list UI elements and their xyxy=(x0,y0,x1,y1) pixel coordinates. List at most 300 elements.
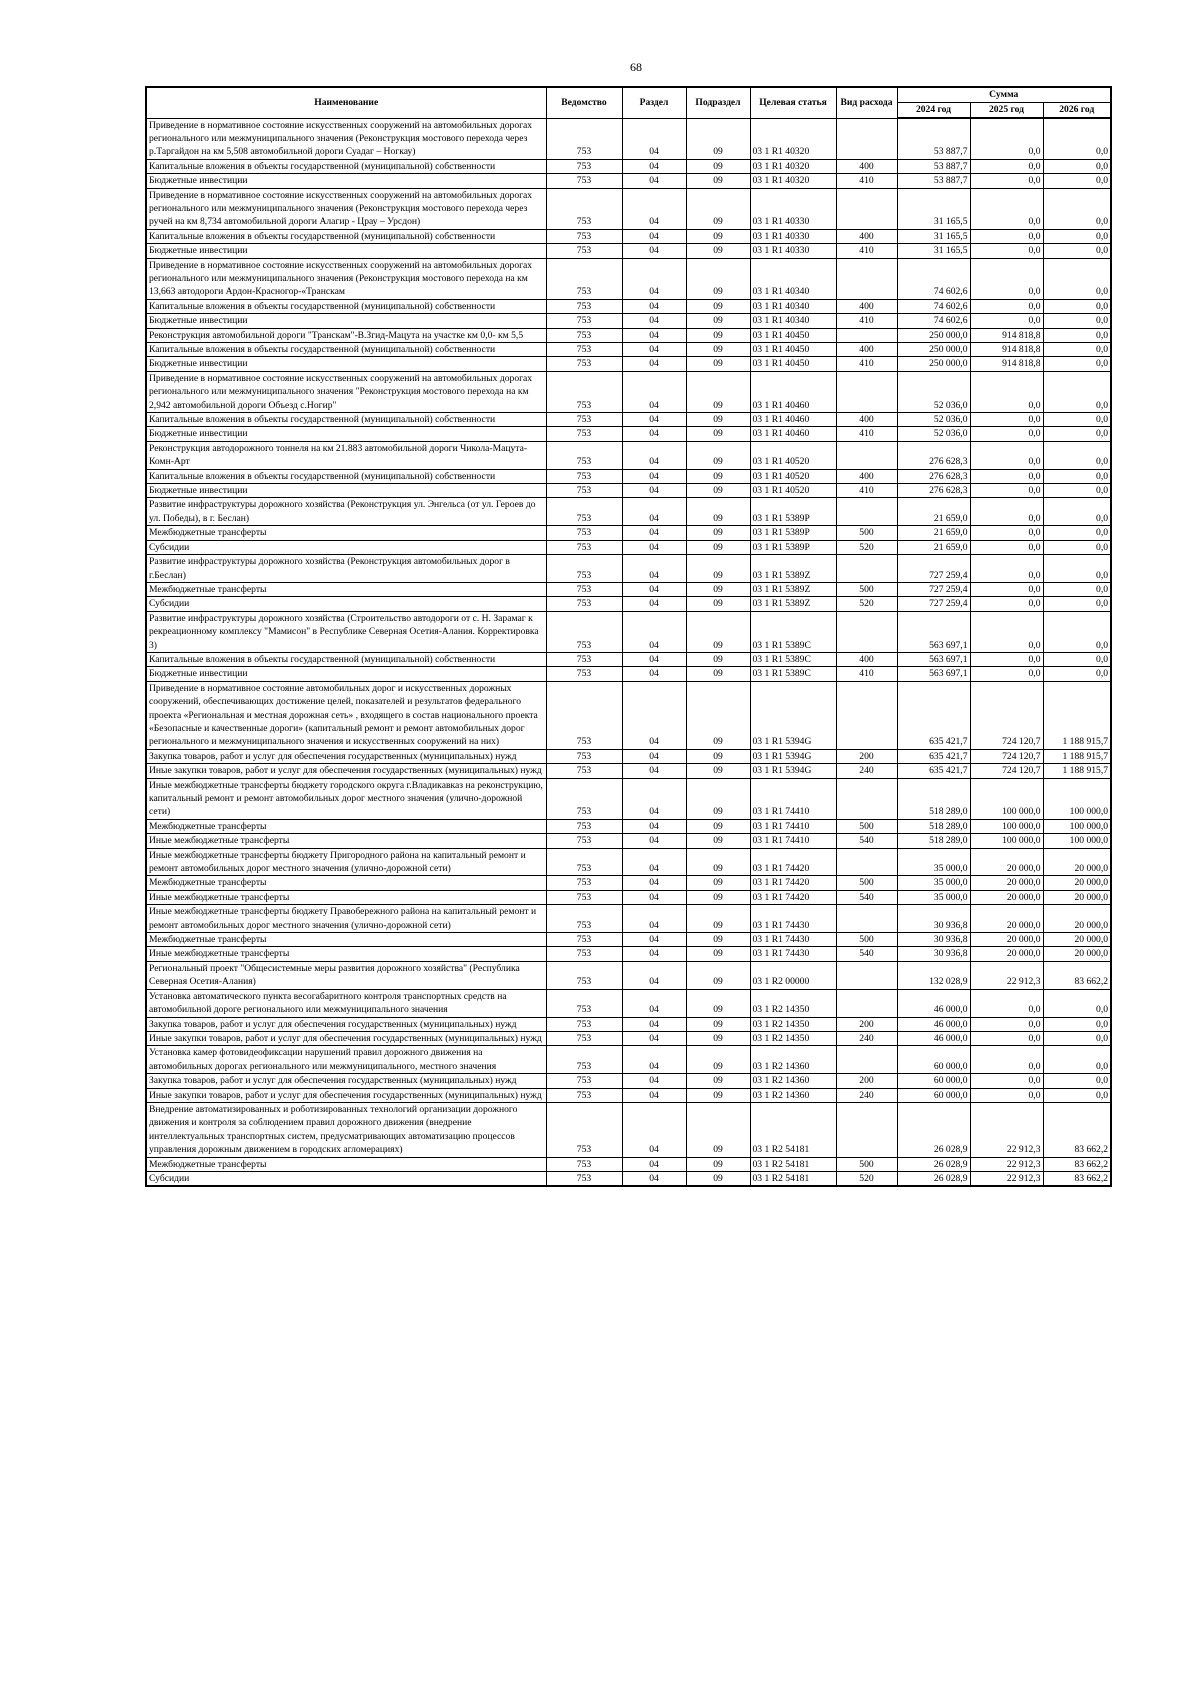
cell-sum-2026: 0,0 xyxy=(1043,244,1111,258)
cell-razdel: 04 xyxy=(622,1031,686,1045)
cell-sum-2026: 83 662,2 xyxy=(1043,1102,1111,1157)
cell-sum-2026: 20 000,0 xyxy=(1043,890,1111,904)
cell-podrazdel: 09 xyxy=(686,1046,750,1074)
cell-razdel: 04 xyxy=(622,1074,686,1088)
cell-celevaya-statya: 03 1 R1 40320 xyxy=(750,159,836,173)
cell-podrazdel: 09 xyxy=(686,343,750,357)
cell-sum-2026: 0,0 xyxy=(1043,118,1111,159)
cell-vedomstvo: 753 xyxy=(546,1088,622,1102)
cell-sum-2026: 0,0 xyxy=(1043,258,1111,299)
cell-name: Бюджетные инвестиции xyxy=(146,244,546,258)
cell-razdel: 04 xyxy=(622,174,686,188)
cell-sum-2024: 60 000,0 xyxy=(897,1046,970,1074)
cell-sum-2024: 46 000,0 xyxy=(897,989,970,1017)
table-row xyxy=(146,597,1111,611)
cell-vid-raskhoda: 400 xyxy=(836,299,897,313)
cell-sum-2025: 22 912,3 xyxy=(970,1171,1043,1186)
cell-podrazdel: 09 xyxy=(686,555,750,583)
cell-sum-2024: 563 697,1 xyxy=(897,652,970,666)
cell-name: Бюджетные инвестиции xyxy=(146,667,546,681)
cell-razdel: 04 xyxy=(622,118,686,159)
cell-razdel: 04 xyxy=(622,413,686,427)
table-row xyxy=(146,427,1111,441)
cell-sum-2024: 46 000,0 xyxy=(897,1031,970,1045)
cell-sum-2025: 914 818,8 xyxy=(970,328,1043,342)
cell-vedomstvo: 753 xyxy=(546,469,622,483)
cell-vedomstvo: 753 xyxy=(546,947,622,961)
table-row xyxy=(146,652,1111,666)
cell-name: Бюджетные инвестиции xyxy=(146,174,546,188)
cell-podrazdel: 09 xyxy=(686,258,750,299)
table-row xyxy=(146,118,1111,159)
cell-sum-2025: 0,0 xyxy=(970,441,1043,469)
table-row xyxy=(146,469,1111,483)
cell-name: Развитие инфраструктуры дорожного хозяйства (Строительство автодороги от с. Н. Зарамаг к рекреационному комплексу "Мамисон" в Республике Северная Осетия-Алания. Корректировка 3) xyxy=(146,611,546,652)
cell-vedomstvo: 753 xyxy=(546,989,622,1017)
cell-sum-2025: 20 000,0 xyxy=(970,848,1043,876)
table-row xyxy=(146,1157,1111,1171)
cell-vedomstvo: 753 xyxy=(546,174,622,188)
cell-sum-2026: 0,0 xyxy=(1043,540,1111,554)
cell-podrazdel: 09 xyxy=(686,159,750,173)
cell-podrazdel: 09 xyxy=(686,413,750,427)
cell-vedomstvo: 753 xyxy=(546,328,622,342)
cell-sum-2024: 727 259,4 xyxy=(897,555,970,583)
cell-sum-2024: 276 628,3 xyxy=(897,469,970,483)
cell-vid-raskhoda xyxy=(836,441,897,469)
cell-razdel: 04 xyxy=(622,597,686,611)
cell-vid-raskhoda: 400 xyxy=(836,469,897,483)
cell-razdel: 04 xyxy=(622,357,686,371)
table-row xyxy=(146,764,1111,778)
cell-sum-2026: 0,0 xyxy=(1043,188,1111,229)
cell-sum-2025: 20 000,0 xyxy=(970,905,1043,933)
cell-razdel: 04 xyxy=(622,582,686,596)
cell-sum-2024: 52 036,0 xyxy=(897,371,970,412)
cell-sum-2026: 100 000,0 xyxy=(1043,834,1111,848)
cell-vedomstvo: 753 xyxy=(546,413,622,427)
table-row xyxy=(146,188,1111,229)
cell-podrazdel: 09 xyxy=(686,314,750,328)
cell-sum-2024: 74 602,6 xyxy=(897,314,970,328)
cell-celevaya-statya: 03 1 R1 74420 xyxy=(750,890,836,904)
cell-sum-2025: 22 912,3 xyxy=(970,1157,1043,1171)
cell-celevaya-statya: 03 1 R1 40330 xyxy=(750,188,836,229)
cell-sum-2026: 0,0 xyxy=(1043,597,1111,611)
cell-vedomstvo: 753 xyxy=(546,652,622,666)
cell-name: Иные закупки товаров, работ и услуг для обеспечения государственных (муниципальных) нужд xyxy=(146,764,546,778)
cell-podrazdel: 09 xyxy=(686,1088,750,1102)
cell-razdel: 04 xyxy=(622,188,686,229)
cell-celevaya-statya: 03 1 R2 14350 xyxy=(750,1017,836,1031)
cell-vid-raskhoda: 400 xyxy=(836,159,897,173)
cell-sum-2024: 74 602,6 xyxy=(897,299,970,313)
cell-name: Иные межбюджетные трансферты бюджету Правобережного района на капитальный ремонт и ремонт автомобильных дорог местного значения (улично-дорожной сети) xyxy=(146,905,546,933)
cell-razdel: 04 xyxy=(622,159,686,173)
cell-razdel: 04 xyxy=(622,427,686,441)
cell-celevaya-statya: 03 1 R2 14360 xyxy=(750,1088,836,1102)
cell-name: Иные межбюджетные трансферты бюджету Пригородного района на капитальный ремонт и ремонт автомобильных дорог местного значения (улично-дорожной сети) xyxy=(146,848,546,876)
cell-name: Межбюджетные трансферты xyxy=(146,526,546,540)
cell-razdel: 04 xyxy=(622,540,686,554)
table-row xyxy=(146,441,1111,469)
cell-sum-2026: 83 662,2 xyxy=(1043,1171,1111,1186)
cell-sum-2026: 1 188 915,7 xyxy=(1043,764,1111,778)
cell-sum-2024: 635 421,7 xyxy=(897,749,970,763)
table-row xyxy=(146,834,1111,848)
table-row xyxy=(146,749,1111,763)
cell-podrazdel: 09 xyxy=(686,749,750,763)
cell-name: Бюджетные инвестиции xyxy=(146,484,546,498)
cell-vedomstvo: 753 xyxy=(546,1017,622,1031)
cell-sum-2025: 100 000,0 xyxy=(970,778,1043,819)
table-row xyxy=(146,258,1111,299)
cell-sum-2024: 518 289,0 xyxy=(897,778,970,819)
cell-vid-raskhoda xyxy=(836,905,897,933)
table-row xyxy=(146,244,1111,258)
cell-sum-2025: 0,0 xyxy=(970,484,1043,498)
cell-sum-2024: 26 028,9 xyxy=(897,1102,970,1157)
cell-podrazdel: 09 xyxy=(686,933,750,947)
cell-vid-raskhoda: 500 xyxy=(836,582,897,596)
cell-name: Приведение в нормативное состояние искусственных сооружений на автомобильных дорогах регионального или межмуниципального значения (Реконструкция мостового перехода через р.Таргайдон на км 5,508 автомобильной дороги Суадаг – Ногкау) xyxy=(146,118,546,159)
header-name: Наименование xyxy=(146,87,546,118)
cell-razdel: 04 xyxy=(622,652,686,666)
cell-celevaya-statya: 03 1 R1 40340 xyxy=(750,299,836,313)
cell-sum-2026: 0,0 xyxy=(1043,1031,1111,1045)
cell-sum-2026: 83 662,2 xyxy=(1043,1157,1111,1171)
table-row xyxy=(146,1088,1111,1102)
cell-celevaya-statya: 03 1 R1 5389C xyxy=(750,667,836,681)
cell-vid-raskhoda: 410 xyxy=(836,484,897,498)
table-row xyxy=(146,1046,1111,1074)
cell-name: Иные межбюджетные трансферты xyxy=(146,834,546,848)
cell-vid-raskhoda: 520 xyxy=(836,1171,897,1186)
cell-sum-2025: 20 000,0 xyxy=(970,876,1043,890)
cell-razdel: 04 xyxy=(622,1102,686,1157)
cell-vid-raskhoda: 240 xyxy=(836,1088,897,1102)
cell-celevaya-statya: 03 1 R1 40460 xyxy=(750,413,836,427)
cell-sum-2024: 53 887,7 xyxy=(897,118,970,159)
cell-sum-2025: 724 120,7 xyxy=(970,749,1043,763)
cell-razdel: 04 xyxy=(622,555,686,583)
cell-vid-raskhoda: 200 xyxy=(836,1074,897,1088)
cell-podrazdel: 09 xyxy=(686,427,750,441)
cell-sum-2025: 914 818,8 xyxy=(970,343,1043,357)
cell-podrazdel: 09 xyxy=(686,989,750,1017)
cell-celevaya-statya: 03 1 R1 40450 xyxy=(750,357,836,371)
header-year-2024: 2024 год xyxy=(897,103,970,119)
header-podrazdel: Подраздел xyxy=(686,87,750,118)
cell-podrazdel: 09 xyxy=(686,1157,750,1171)
cell-sum-2025: 20 000,0 xyxy=(970,890,1043,904)
cell-name: Приведение в нормативное состояние искусственных сооружений на автомобильных дорогах регионального или межмуниципального значения (Реконструкция мостового перехода через ручей на км 8,734 автомобильной дороги Алагир - Црау – Урсдон) xyxy=(146,188,546,229)
cell-vid-raskhoda: 540 xyxy=(836,834,897,848)
cell-vid-raskhoda: 410 xyxy=(836,244,897,258)
cell-celevaya-statya: 03 1 R1 40320 xyxy=(750,174,836,188)
cell-podrazdel: 09 xyxy=(686,244,750,258)
cell-vid-raskhoda: 400 xyxy=(836,413,897,427)
table-row xyxy=(146,1031,1111,1045)
cell-vedomstvo: 753 xyxy=(546,188,622,229)
cell-sum-2024: 518 289,0 xyxy=(897,819,970,833)
cell-sum-2025: 724 120,7 xyxy=(970,764,1043,778)
table-row xyxy=(146,876,1111,890)
cell-podrazdel: 09 xyxy=(686,681,750,749)
table-row xyxy=(146,611,1111,652)
table-row xyxy=(146,229,1111,243)
cell-vedomstvo: 753 xyxy=(546,1171,622,1186)
cell-vid-raskhoda xyxy=(836,258,897,299)
cell-sum-2026: 100 000,0 xyxy=(1043,778,1111,819)
cell-vid-raskhoda xyxy=(836,778,897,819)
cell-celevaya-statya: 03 1 R2 54181 xyxy=(750,1102,836,1157)
cell-name: Закупка товаров, работ и услуг для обеспечения государственных (муниципальных) нужд xyxy=(146,1074,546,1088)
cell-sum-2025: 0,0 xyxy=(970,526,1043,540)
cell-podrazdel: 09 xyxy=(686,652,750,666)
table-header xyxy=(146,87,1111,118)
cell-vedomstvo: 753 xyxy=(546,441,622,469)
cell-name: Межбюджетные трансферты xyxy=(146,933,546,947)
table-row xyxy=(146,933,1111,947)
cell-sum-2025: 914 818,8 xyxy=(970,357,1043,371)
cell-podrazdel: 09 xyxy=(686,118,750,159)
cell-name: Иные межбюджетные трансферты бюджету городского округа г.Владикавказ на реконструкцию, капитальный ремонт и ремонт автомобильных дорог местного значения (улично-дорожной сети) xyxy=(146,778,546,819)
cell-celevaya-statya: 03 1 R2 14350 xyxy=(750,989,836,1017)
cell-sum-2026: 0,0 xyxy=(1043,343,1111,357)
cell-sum-2025: 100 000,0 xyxy=(970,819,1043,833)
cell-razdel: 04 xyxy=(622,244,686,258)
cell-sum-2026: 0,0 xyxy=(1043,328,1111,342)
cell-sum-2024: 46 000,0 xyxy=(897,1017,970,1031)
cell-sum-2025: 0,0 xyxy=(970,174,1043,188)
cell-sum-2026: 0,0 xyxy=(1043,526,1111,540)
cell-sum-2025: 0,0 xyxy=(970,314,1043,328)
cell-name: Субсидии xyxy=(146,540,546,554)
cell-sum-2024: 518 289,0 xyxy=(897,834,970,848)
cell-vedomstvo: 753 xyxy=(546,371,622,412)
table-row xyxy=(146,819,1111,833)
cell-podrazdel: 09 xyxy=(686,498,750,526)
cell-sum-2024: 26 028,9 xyxy=(897,1171,970,1186)
table-row xyxy=(146,947,1111,961)
cell-vedomstvo: 753 xyxy=(546,555,622,583)
cell-vid-raskhoda: 500 xyxy=(836,876,897,890)
cell-vid-raskhoda: 240 xyxy=(836,764,897,778)
header-summa: Сумма xyxy=(897,87,1111,103)
cell-name: Развитие инфраструктуры дорожного хозяйства (Реконструкция ул. Энгельса (от ул. Героев до ул. Победы), в г. Беслан) xyxy=(146,498,546,526)
header-celevaya-statya: Целевая статья xyxy=(750,87,836,118)
cell-sum-2025: 0,0 xyxy=(970,582,1043,596)
cell-sum-2025: 0,0 xyxy=(970,1017,1043,1031)
cell-name: Межбюджетные трансферты xyxy=(146,582,546,596)
cell-vid-raskhoda: 410 xyxy=(836,357,897,371)
cell-sum-2024: 30 936,8 xyxy=(897,947,970,961)
table-row xyxy=(146,582,1111,596)
table-row xyxy=(146,371,1111,412)
cell-sum-2025: 0,0 xyxy=(970,299,1043,313)
cell-name: Внедрение автоматизированных и роботизированных технологий организации дорожного движения и контроля за соблюдением правил дорожного движения (внедрение интеллектуальных транспортных систем, предусматривающих автоматизацию процессов управления дорожным движением в городских агломерациях) xyxy=(146,1102,546,1157)
cell-sum-2025: 0,0 xyxy=(970,540,1043,554)
cell-razdel: 04 xyxy=(622,933,686,947)
cell-razdel: 04 xyxy=(622,498,686,526)
cell-sum-2024: 563 697,1 xyxy=(897,667,970,681)
cell-sum-2026: 1 188 915,7 xyxy=(1043,749,1111,763)
cell-sum-2024: 60 000,0 xyxy=(897,1088,970,1102)
cell-vedomstvo: 753 xyxy=(546,118,622,159)
cell-celevaya-statya: 03 1 R1 40450 xyxy=(750,343,836,357)
table-row xyxy=(146,681,1111,749)
cell-vid-raskhoda: 500 xyxy=(836,933,897,947)
cell-sum-2025: 100 000,0 xyxy=(970,834,1043,848)
cell-sum-2025: 0,0 xyxy=(970,258,1043,299)
cell-name: Субсидии xyxy=(146,1171,546,1186)
cell-vedomstvo: 753 xyxy=(546,1074,622,1088)
cell-razdel: 04 xyxy=(622,258,686,299)
cell-celevaya-statya: 03 1 R2 14360 xyxy=(750,1074,836,1088)
cell-podrazdel: 09 xyxy=(686,778,750,819)
cell-sum-2024: 52 036,0 xyxy=(897,427,970,441)
cell-sum-2026: 0,0 xyxy=(1043,159,1111,173)
cell-podrazdel: 09 xyxy=(686,328,750,342)
cell-sum-2026: 0,0 xyxy=(1043,484,1111,498)
cell-name: Реконструкция автодорожного тоннеля на км 21.883 автомобильной дороги Чикола-Мацута-Комн-Арт xyxy=(146,441,546,469)
cell-sum-2024: 53 887,7 xyxy=(897,159,970,173)
cell-podrazdel: 09 xyxy=(686,905,750,933)
cell-vid-raskhoda xyxy=(836,989,897,1017)
cell-podrazdel: 09 xyxy=(686,876,750,890)
cell-vedomstvo: 753 xyxy=(546,681,622,749)
table-row xyxy=(146,299,1111,313)
cell-name: Региональный проект "Общесистемные меры развития дорожного хозяйства" (Республика Северная Осетия-Алания) xyxy=(146,961,546,989)
cell-name: Капитальные вложения в объекты государственной (муниципальной) собственности xyxy=(146,652,546,666)
table-row xyxy=(146,159,1111,173)
cell-name: Межбюджетные трансферты xyxy=(146,1157,546,1171)
cell-razdel: 04 xyxy=(622,890,686,904)
cell-sum-2025: 0,0 xyxy=(970,427,1043,441)
cell-name: Бюджетные инвестиции xyxy=(146,357,546,371)
cell-sum-2024: 635 421,7 xyxy=(897,764,970,778)
cell-vedomstvo: 753 xyxy=(546,540,622,554)
cell-sum-2024: 30 936,8 xyxy=(897,905,970,933)
cell-razdel: 04 xyxy=(622,299,686,313)
cell-sum-2024: 727 259,4 xyxy=(897,582,970,596)
header-vedomstvo: Ведомство xyxy=(546,87,622,118)
cell-podrazdel: 09 xyxy=(686,582,750,596)
cell-name: Капитальные вложения в объекты государственной (муниципальной) собственности xyxy=(146,343,546,357)
cell-celevaya-statya: 03 1 R2 54181 xyxy=(750,1171,836,1186)
cell-name: Установка автоматического пункта весогабаритного контроля транспортных средств на автомобильной дороге регионального или межмуниципального значения xyxy=(146,989,546,1017)
cell-podrazdel: 09 xyxy=(686,667,750,681)
cell-name: Межбюджетные трансферты xyxy=(146,819,546,833)
cell-name: Закупка товаров, работ и услуг для обеспечения государственных (муниципальных) нужд xyxy=(146,749,546,763)
cell-sum-2025: 0,0 xyxy=(970,244,1043,258)
cell-vedomstvo: 753 xyxy=(546,890,622,904)
cell-podrazdel: 09 xyxy=(686,371,750,412)
cell-vid-raskhoda xyxy=(836,498,897,526)
cell-vedomstvo: 753 xyxy=(546,834,622,848)
cell-sum-2024: 35 000,0 xyxy=(897,876,970,890)
cell-celevaya-statya: 03 1 R1 40330 xyxy=(750,229,836,243)
cell-sum-2024: 21 659,0 xyxy=(897,540,970,554)
cell-sum-2026: 20 000,0 xyxy=(1043,905,1111,933)
cell-podrazdel: 09 xyxy=(686,947,750,961)
cell-vid-raskhoda: 240 xyxy=(836,1031,897,1045)
cell-razdel: 04 xyxy=(622,1157,686,1171)
cell-sum-2026: 20 000,0 xyxy=(1043,876,1111,890)
cell-sum-2026: 0,0 xyxy=(1043,299,1111,313)
cell-sum-2025: 22 912,3 xyxy=(970,1102,1043,1157)
cell-sum-2025: 0,0 xyxy=(970,555,1043,583)
table-row xyxy=(146,314,1111,328)
cell-celevaya-statya: 03 1 R1 40520 xyxy=(750,484,836,498)
cell-vid-raskhoda: 400 xyxy=(836,229,897,243)
cell-sum-2025: 0,0 xyxy=(970,1088,1043,1102)
cell-vedomstvo: 753 xyxy=(546,1157,622,1171)
cell-sum-2025: 724 120,7 xyxy=(970,681,1043,749)
cell-podrazdel: 09 xyxy=(686,1017,750,1031)
cell-sum-2026: 0,0 xyxy=(1043,314,1111,328)
cell-razdel: 04 xyxy=(622,611,686,652)
cell-sum-2024: 35 000,0 xyxy=(897,848,970,876)
cell-name: Капитальные вложения в объекты государственной (муниципальной) собственности xyxy=(146,159,546,173)
cell-name: Иные межбюджетные трансферты xyxy=(146,890,546,904)
cell-name: Бюджетные инвестиции xyxy=(146,427,546,441)
cell-podrazdel: 09 xyxy=(686,526,750,540)
cell-sum-2024: 35 000,0 xyxy=(897,890,970,904)
cell-celevaya-statya: 03 1 R1 5389Z xyxy=(750,597,836,611)
cell-sum-2026: 0,0 xyxy=(1043,667,1111,681)
cell-vedomstvo: 753 xyxy=(546,314,622,328)
cell-sum-2025: 0,0 xyxy=(970,188,1043,229)
cell-sum-2025: 0,0 xyxy=(970,413,1043,427)
cell-vedomstvo: 753 xyxy=(546,244,622,258)
cell-celevaya-statya: 03 1 R1 74430 xyxy=(750,933,836,947)
cell-sum-2025: 20 000,0 xyxy=(970,933,1043,947)
cell-sum-2024: 26 028,9 xyxy=(897,1157,970,1171)
cell-podrazdel: 09 xyxy=(686,357,750,371)
cell-vedomstvo: 753 xyxy=(546,1046,622,1074)
cell-podrazdel: 09 xyxy=(686,961,750,989)
table-row xyxy=(146,667,1111,681)
cell-celevaya-statya: 03 1 R1 40460 xyxy=(750,371,836,412)
cell-celevaya-statya: 03 1 R1 40340 xyxy=(750,314,836,328)
table-row xyxy=(146,343,1111,357)
cell-vid-raskhoda: 520 xyxy=(836,597,897,611)
cell-podrazdel: 09 xyxy=(686,1074,750,1088)
cell-vid-raskhoda xyxy=(836,848,897,876)
cell-celevaya-statya: 03 1 R2 00000 xyxy=(750,961,836,989)
cell-sum-2026: 0,0 xyxy=(1043,555,1111,583)
cell-podrazdel: 09 xyxy=(686,229,750,243)
cell-vedomstvo: 753 xyxy=(546,961,622,989)
cell-name: Капитальные вложения в объекты государственной (муниципальной) собственности xyxy=(146,413,546,427)
cell-sum-2025: 0,0 xyxy=(970,498,1043,526)
cell-vid-raskhoda: 540 xyxy=(836,947,897,961)
cell-vid-raskhoda: 410 xyxy=(836,667,897,681)
table-row xyxy=(146,1102,1111,1157)
cell-sum-2026: 0,0 xyxy=(1043,174,1111,188)
cell-sum-2026: 0,0 xyxy=(1043,498,1111,526)
cell-celevaya-statya: 03 1 R1 5389Z xyxy=(750,555,836,583)
cell-celevaya-statya: 03 1 R1 5394G xyxy=(750,764,836,778)
header-year-2026: 2026 год xyxy=(1043,103,1111,119)
cell-razdel: 04 xyxy=(622,469,686,483)
cell-vedomstvo: 753 xyxy=(546,427,622,441)
table-row xyxy=(146,540,1111,554)
cell-podrazdel: 09 xyxy=(686,1031,750,1045)
cell-sum-2024: 21 659,0 xyxy=(897,526,970,540)
